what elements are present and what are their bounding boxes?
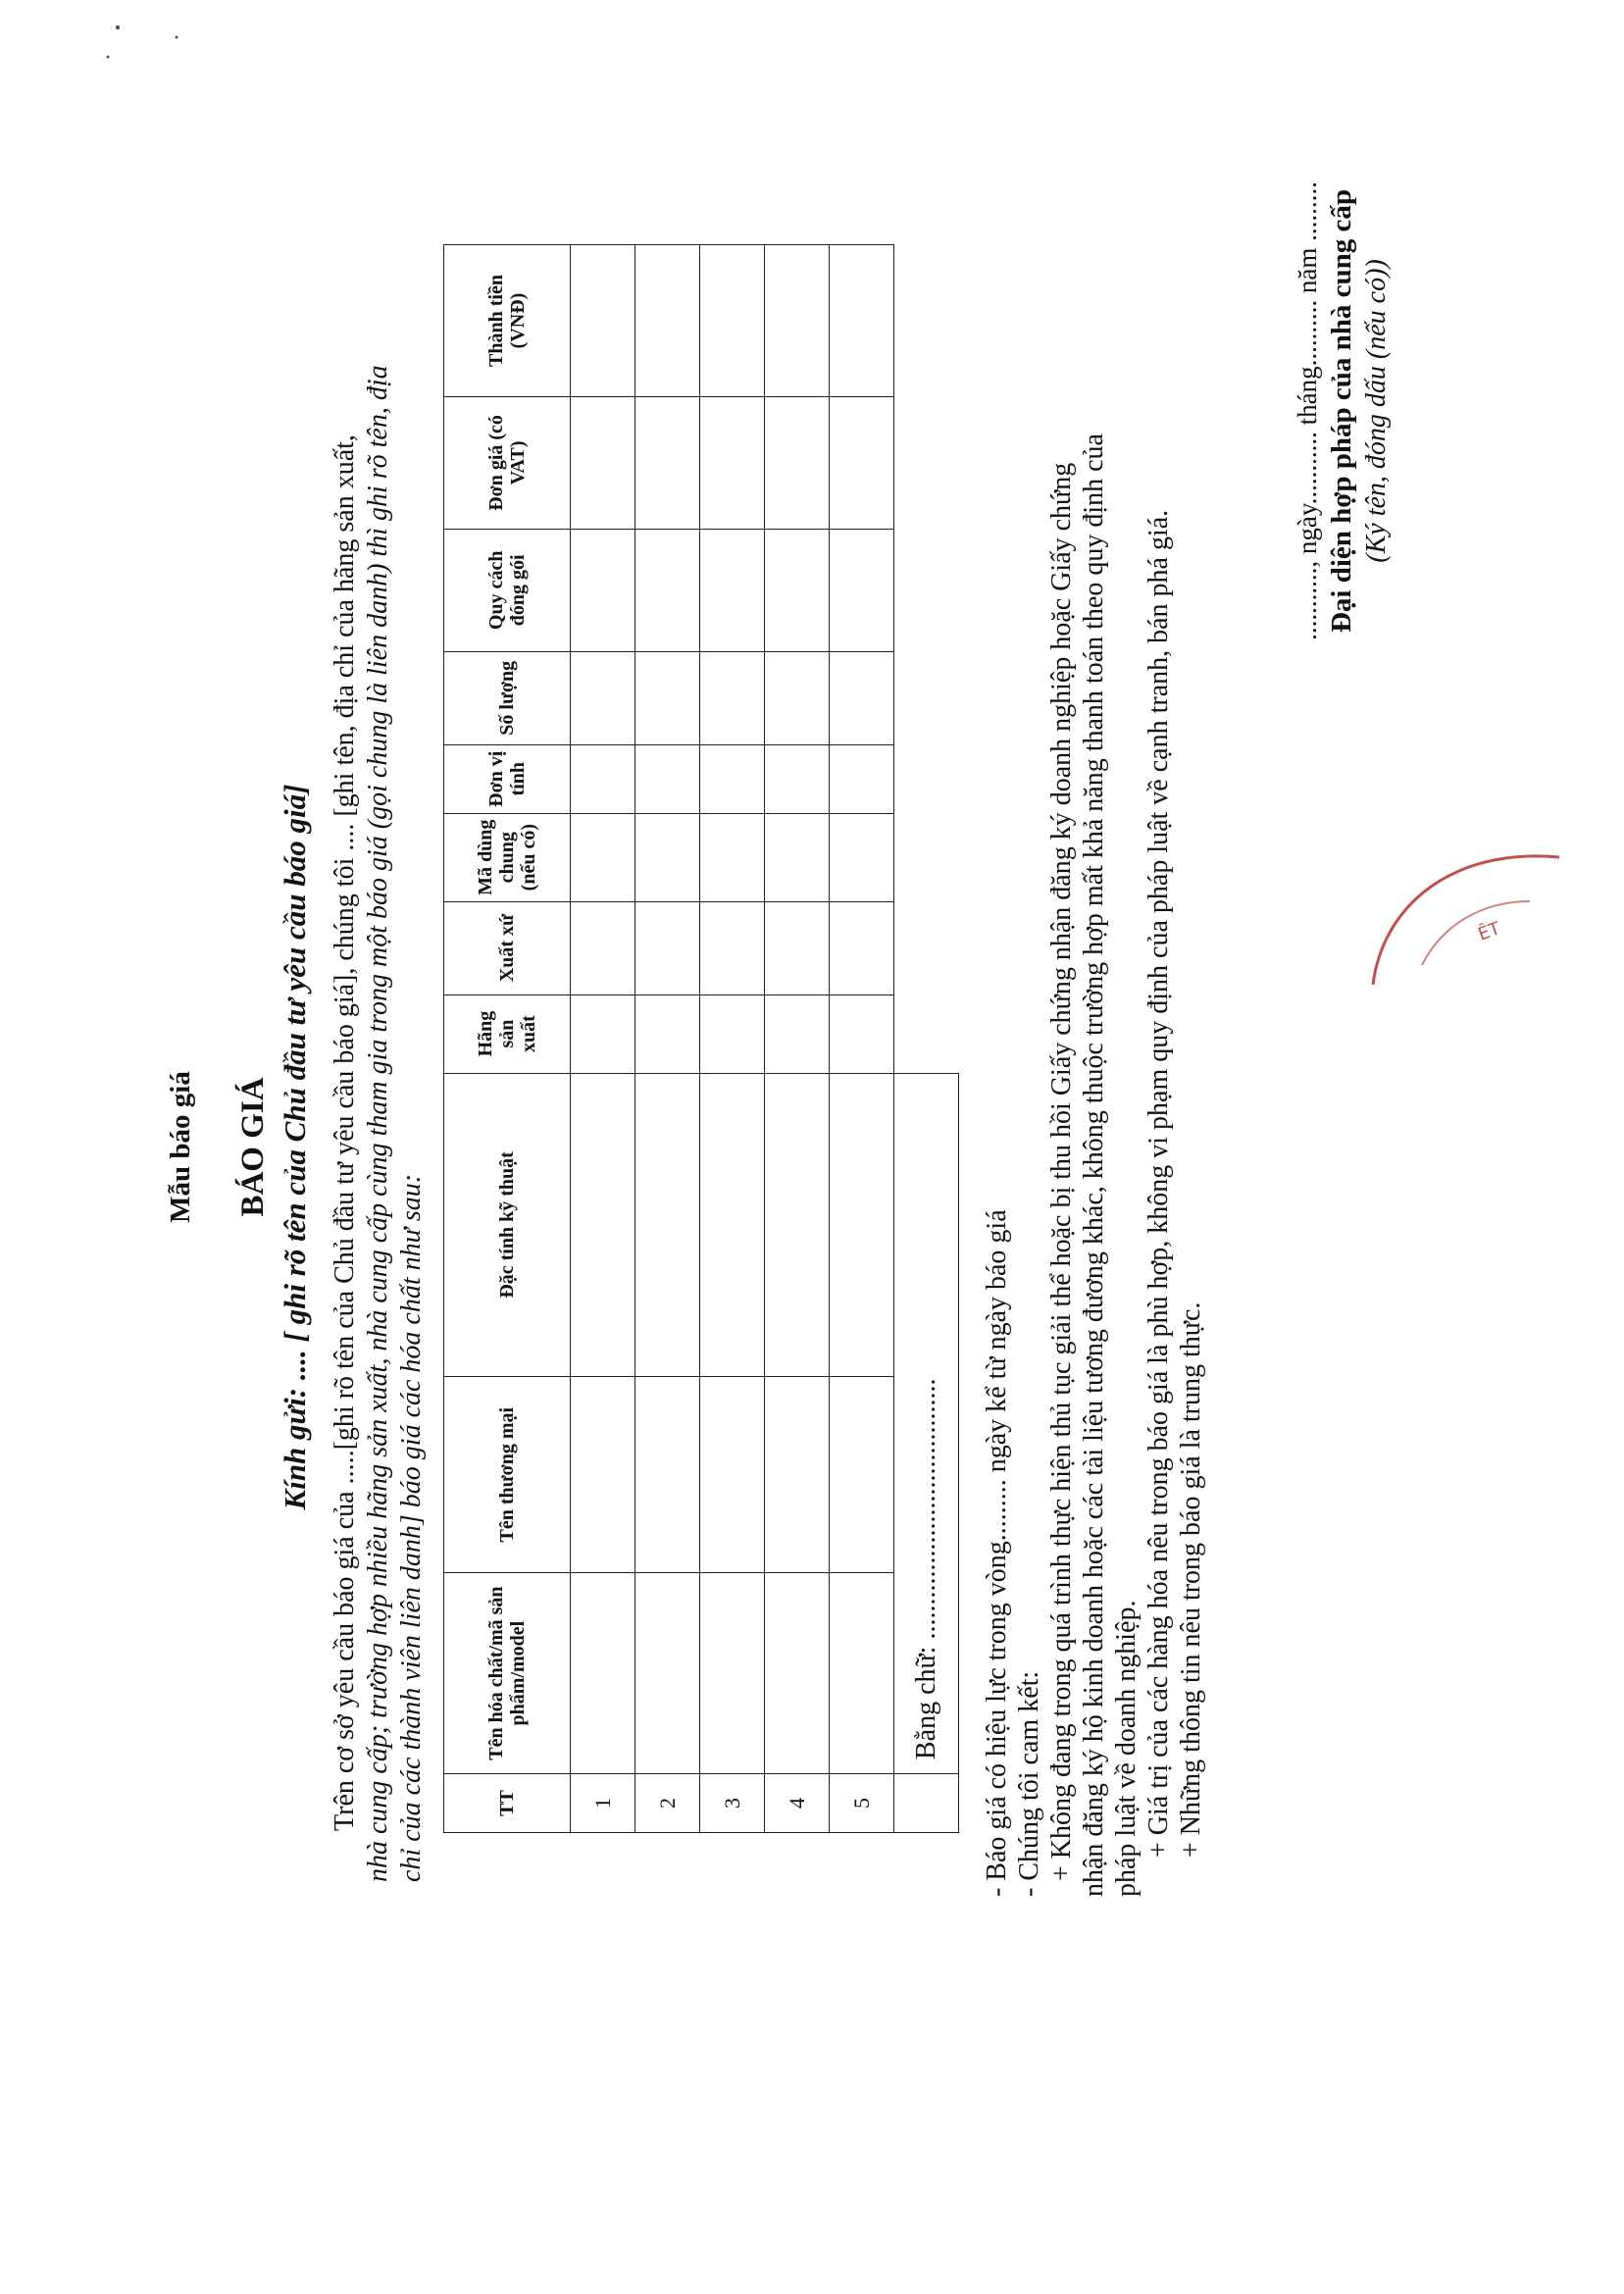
commitment-1-line-1: + Không đang trong quá trình thực hiện thủ tục giải thể hoặc bị thu hồi Giấy chứng nhận đăng ký doanh nghiệp hoặc Giấy chứng: [1046, 462, 1077, 1881]
table-row: [700, 245, 765, 1833]
header-cell-product-name: Tên hóa chất/mã sản phẩm/model: [444, 1573, 571, 1774]
header-cell-unit-price: Đơn giá (có VAT): [444, 396, 571, 529]
commitment-1-line-3: pháp luật về doanh nghiệp.: [1111, 1600, 1142, 1897]
intro-line-3: chỉ của các thành viên liên danh] báo giá các hóa chất như sau:: [396, 1173, 427, 1882]
intro-line-1: Trên cơ sở yêu cầu báo giá của .....[ghi rõ tên của Chủ đầu tư yêu cầu báo giá], chúng tôi .... [ghi tên, địa chỉ của hãng sản xuất,: [330, 434, 360, 1831]
row-number: 3: [700, 1774, 765, 1833]
commitment-2: + Giá trị của các hàng hóa nêu trong báo giá là phù hợp, không vi phạm quy định của pháp luật về cạnh tranh, bán phá giá.: [1143, 509, 1174, 1858]
date-line: ..........., ngày........... tháng.......... năm .........: [1293, 181, 1322, 640]
header-cell-origin: Xuất xứ: [444, 901, 571, 994]
header-cell-manufacturer: Hãng sản xuất: [444, 994, 571, 1073]
form-name: Mẫu báo giá: [165, 1071, 196, 1223]
header-cell-unit: Đơn vị tính: [444, 744, 571, 813]
intro-paragraph: [329, 38, 429, 1882]
header-cell-trade-name: Tên thương mại: [444, 1377, 571, 1573]
commitment-3: + Những thông tin nêu trong báo giá là trung thực.: [1176, 1301, 1206, 1858]
table-header-row: [444, 245, 571, 1833]
recipient-line: Kính gửi: .... [ ghi rõ tên của Chủ đầu tư yêu cầu báo giá]: [278, 784, 312, 1510]
header-cell-common-code: Mã dùng chung (nếu có): [444, 813, 571, 901]
svg-text:ÊT: ÊT: [1475, 918, 1503, 945]
table-row: [635, 245, 700, 1833]
signature-note: (Ký tên, đóng dấu (nếu có)): [1361, 259, 1392, 563]
row-number: 1: [571, 1774, 635, 1833]
table-row: [571, 245, 635, 1833]
header-cell-specs: Đặc tính kỹ thuật: [444, 1073, 571, 1377]
table-row-in-words: [894, 245, 959, 1833]
row-number: 2: [635, 1774, 700, 1833]
document-title: BÁO GIÁ: [235, 1077, 271, 1217]
commitment-heading: - Chúng tôi cam kết:: [1014, 1670, 1044, 1897]
table-row: [765, 245, 830, 1833]
red-stamp-mark: [1363, 838, 1589, 994]
intro-line-2: nhà cung cấp; trường hợp nhiều hãng sản xuất, nhà cung cấp cùng tham gia trong một báo giá (gọi chung là liên danh) thì ghi rõ tên, địa: [363, 365, 393, 1882]
terms-section: [981, 53, 1207, 1897]
amount-in-words: Bằng chữ: ......................................: [894, 1073, 959, 1773]
header-cell-tt: TT: [444, 1774, 571, 1833]
quotation-table: [443, 244, 959, 1833]
signature-title: Đại diện hợp pháp của nhà cung cấp: [1326, 188, 1357, 634]
table-row: [830, 245, 894, 1833]
header-cell-packing: Quy cách đóng gói: [444, 529, 571, 651]
validity-line: - Báo giá có hiệu lực trong vòng......... ngày kể từ ngày báo giá: [982, 1209, 1012, 1897]
row-number: 5: [830, 1774, 894, 1833]
header-cell-quantity: Số lượng: [444, 651, 571, 744]
row-number: 4: [765, 1774, 830, 1833]
header-cell-amount: Thành tiền (VNĐ): [444, 245, 571, 397]
commitment-1-line-2: nhận đăng ký hộ kinh doanh hoặc các tài liệu tương đương khác, không thuộc trường hợp mất khả năng thanh toán theo quy định của: [1079, 433, 1109, 1897]
